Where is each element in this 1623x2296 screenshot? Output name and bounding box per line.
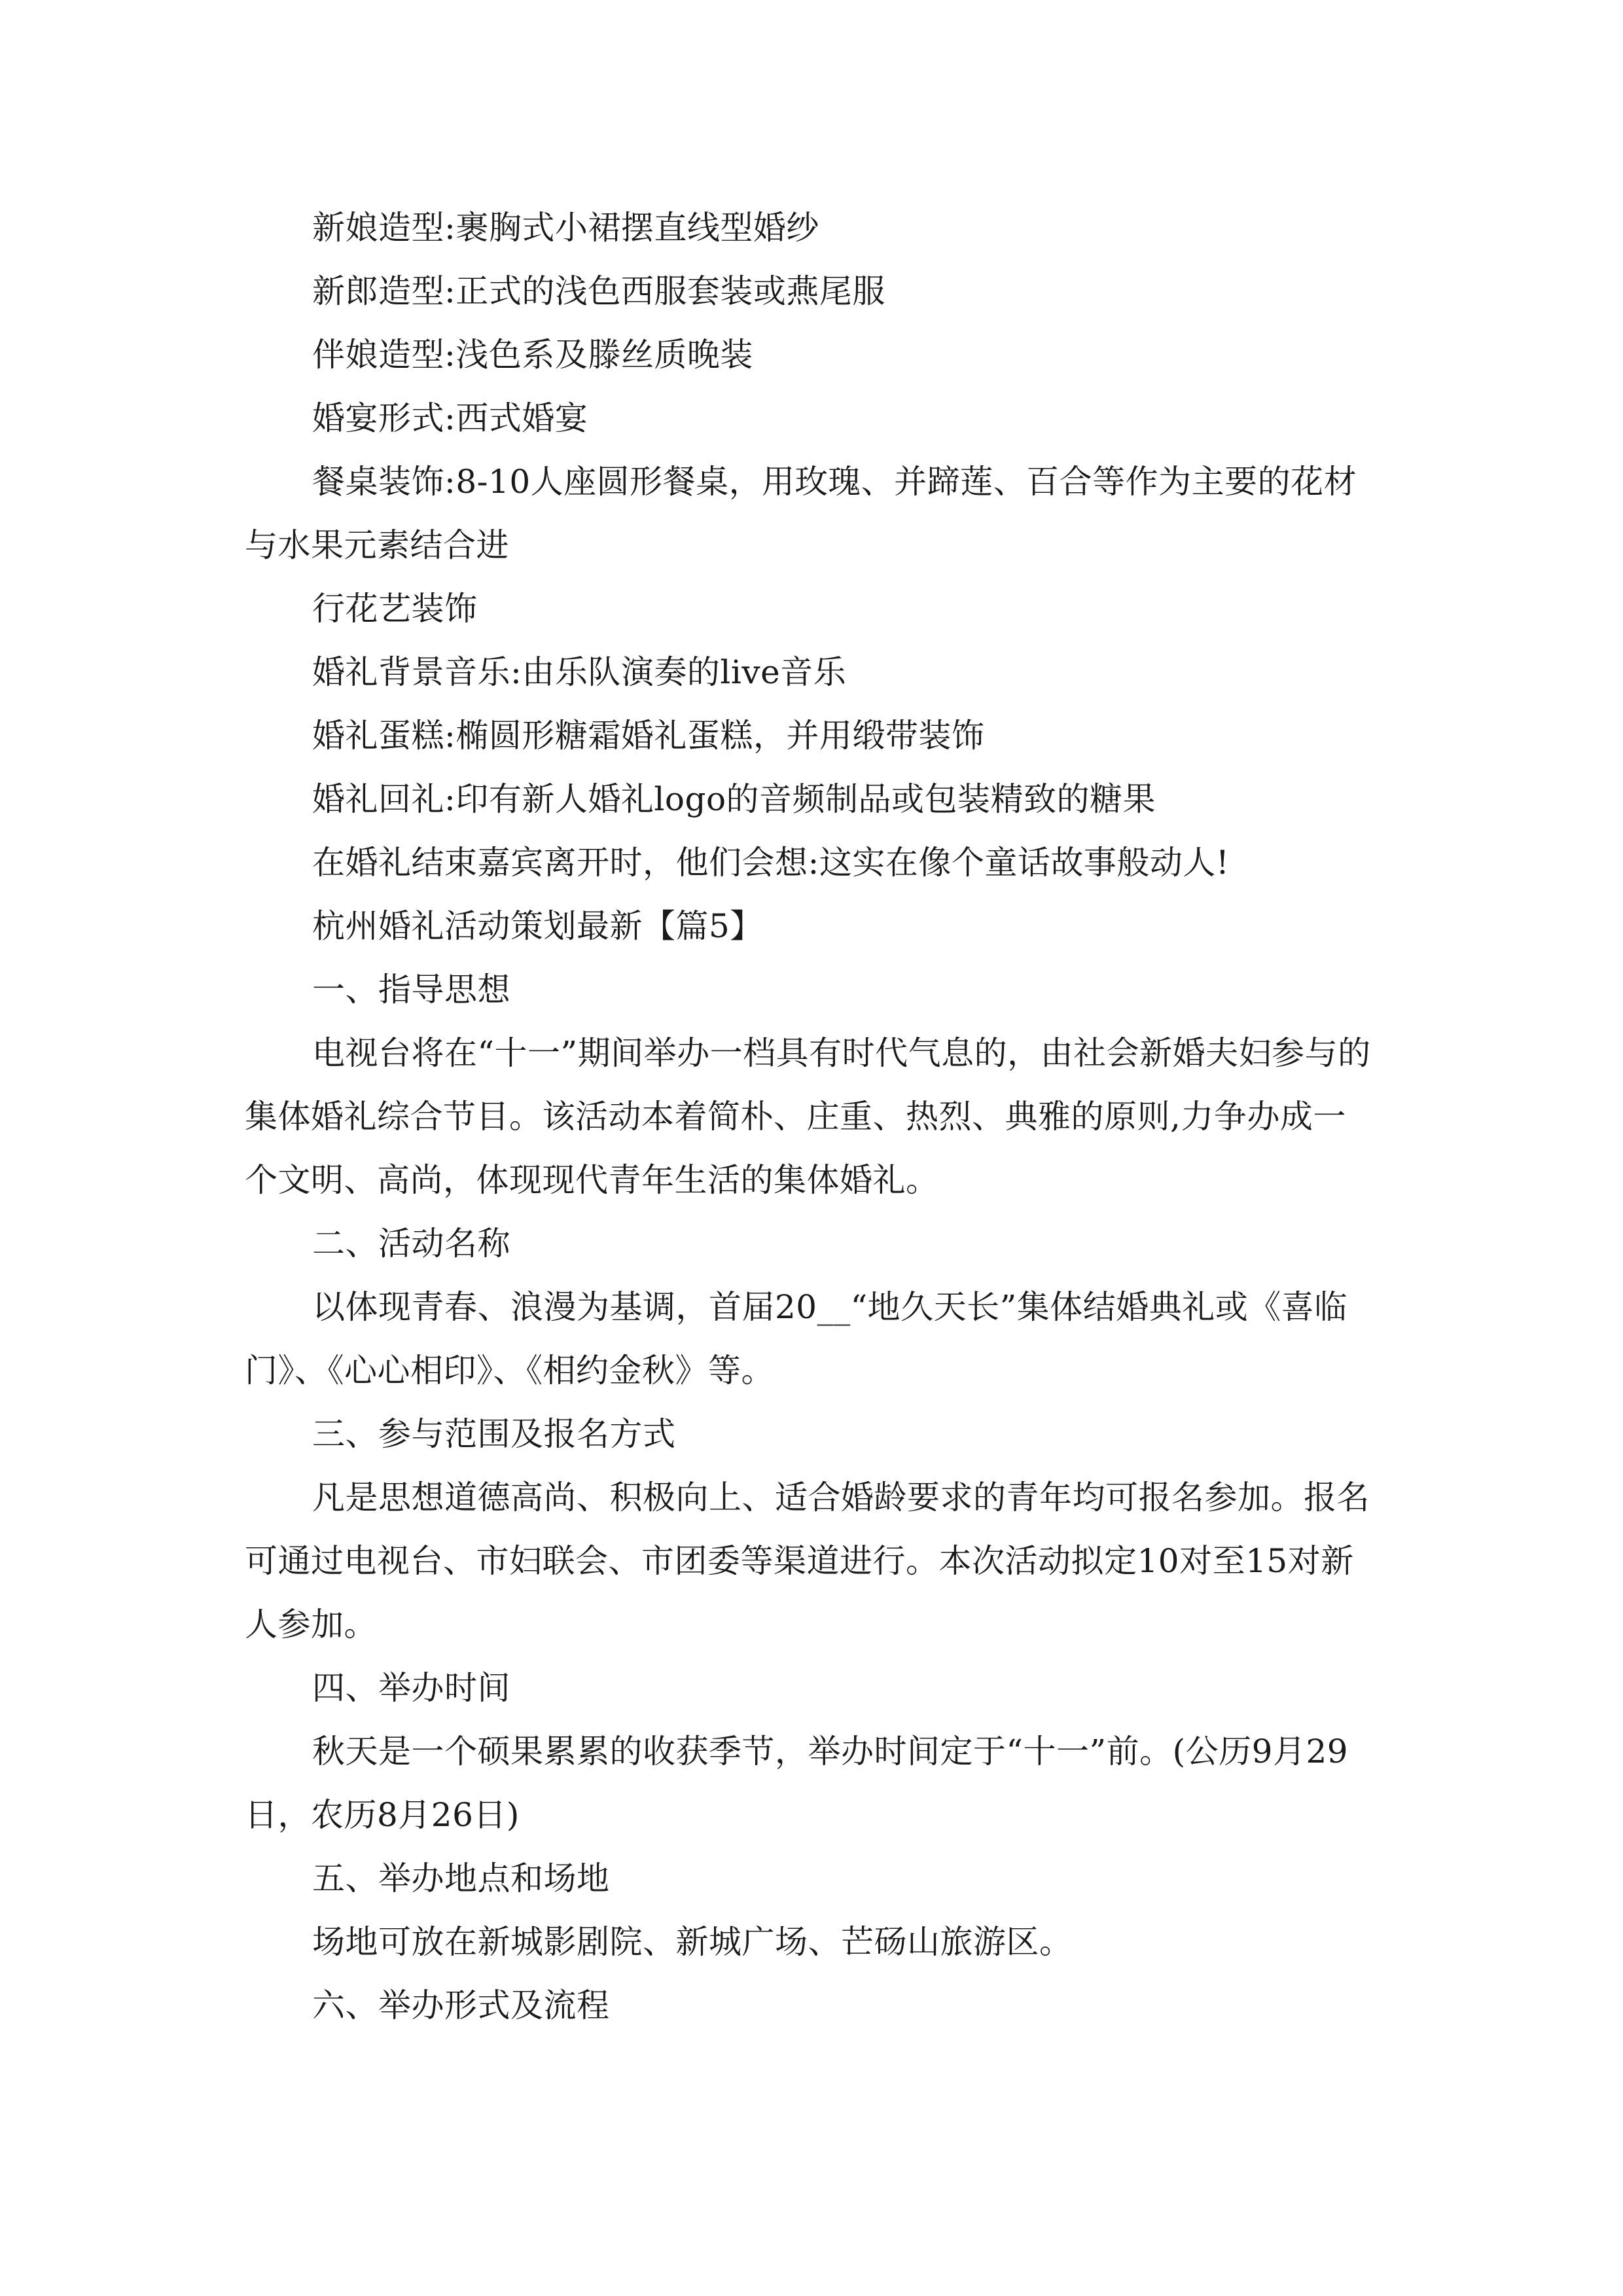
- paragraph-scope-registration: 凡是思想道德高尚、积极向上、适合婚龄要求的青年均可报名参加。报名可通过电视台、市妇联会、市团委等渠道进行。本次活动拟定10对至15对新人参加。: [245, 1479, 1370, 1643]
- paragraph-closing: 在婚礼结束嘉宾离开时，他们会想:这实在像个童话故事般动人!: [312, 844, 1230, 882]
- section-title: 杭州婚礼活动策划最新【篇5】: [312, 907, 763, 945]
- paragraph-floral-decoration: 行花艺装饰: [312, 590, 478, 628]
- heading-event-time: 四、举办时间: [312, 1669, 510, 1707]
- paragraph-event-time: 秋天是一个硕果累累的收获季节，举办时间定于“十一”前。(公历9月29日，农历8月26日): [245, 1732, 1349, 1834]
- heading-activity-name: 二、活动名称: [312, 1225, 510, 1263]
- paragraph-guiding-ideology: 电视台将在“十一”期间举办一档具有时代气息的，由社会新婚夫妇参与的集体婚礼综合节目。该活动本着简朴、庄重、热烈、典雅的原则,力争办成一个文明、高尚，体现现代青年生活的集体婚礼。: [245, 1034, 1371, 1199]
- paragraph-background-music: 婚礼背景音乐:由乐队演奏的live音乐: [312, 653, 847, 691]
- paragraph-table-decoration: 餐桌装饰:8-10人座圆形餐桌，用玫瑰、并蹄莲、百合等作为主要的花材与水果元素结合进: [245, 463, 1357, 564]
- paragraph-bridesmaid-style: 伴娘造型:浅色系及滕丝质晚装: [312, 336, 753, 374]
- paragraph-activity-name: 以体现青春、浪漫为基调，首届20__“地久天长”集体结婚典礼或《喜临门》、《心心相印》、《相约金秋》等。: [245, 1288, 1347, 1390]
- paragraph-banquet-form: 婚宴形式:西式婚宴: [312, 399, 588, 437]
- heading-format-process: 六、举办形式及流程: [312, 1986, 610, 2024]
- paragraph-groom-style: 新郎造型:正式的浅色西服套装或燕尾服: [312, 272, 885, 310]
- heading-scope-registration: 三、参与范围及报名方式: [312, 1415, 676, 1453]
- paragraph-bride-style: 新娘造型:裹胸式小裙摆直线型婚纱: [312, 209, 819, 247]
- heading-guiding-ideology: 一、指导思想: [312, 971, 510, 1009]
- paragraph-venue: 场地可放在新城影剧院、新城广场、芒砀山旅游区。: [312, 1923, 1073, 1961]
- paragraph-return-gift: 婚礼回礼:印有新人婚礼logo的音频制品或包装精致的糖果: [312, 780, 1156, 818]
- heading-venue: 五、举办地点和场地: [312, 1859, 610, 1897]
- paragraph-wedding-cake: 婚礼蛋糕:椭圆形糖霜婚礼蛋糕，并用缎带装饰: [312, 717, 985, 755]
- document-body: [245, 196, 1378, 2037]
